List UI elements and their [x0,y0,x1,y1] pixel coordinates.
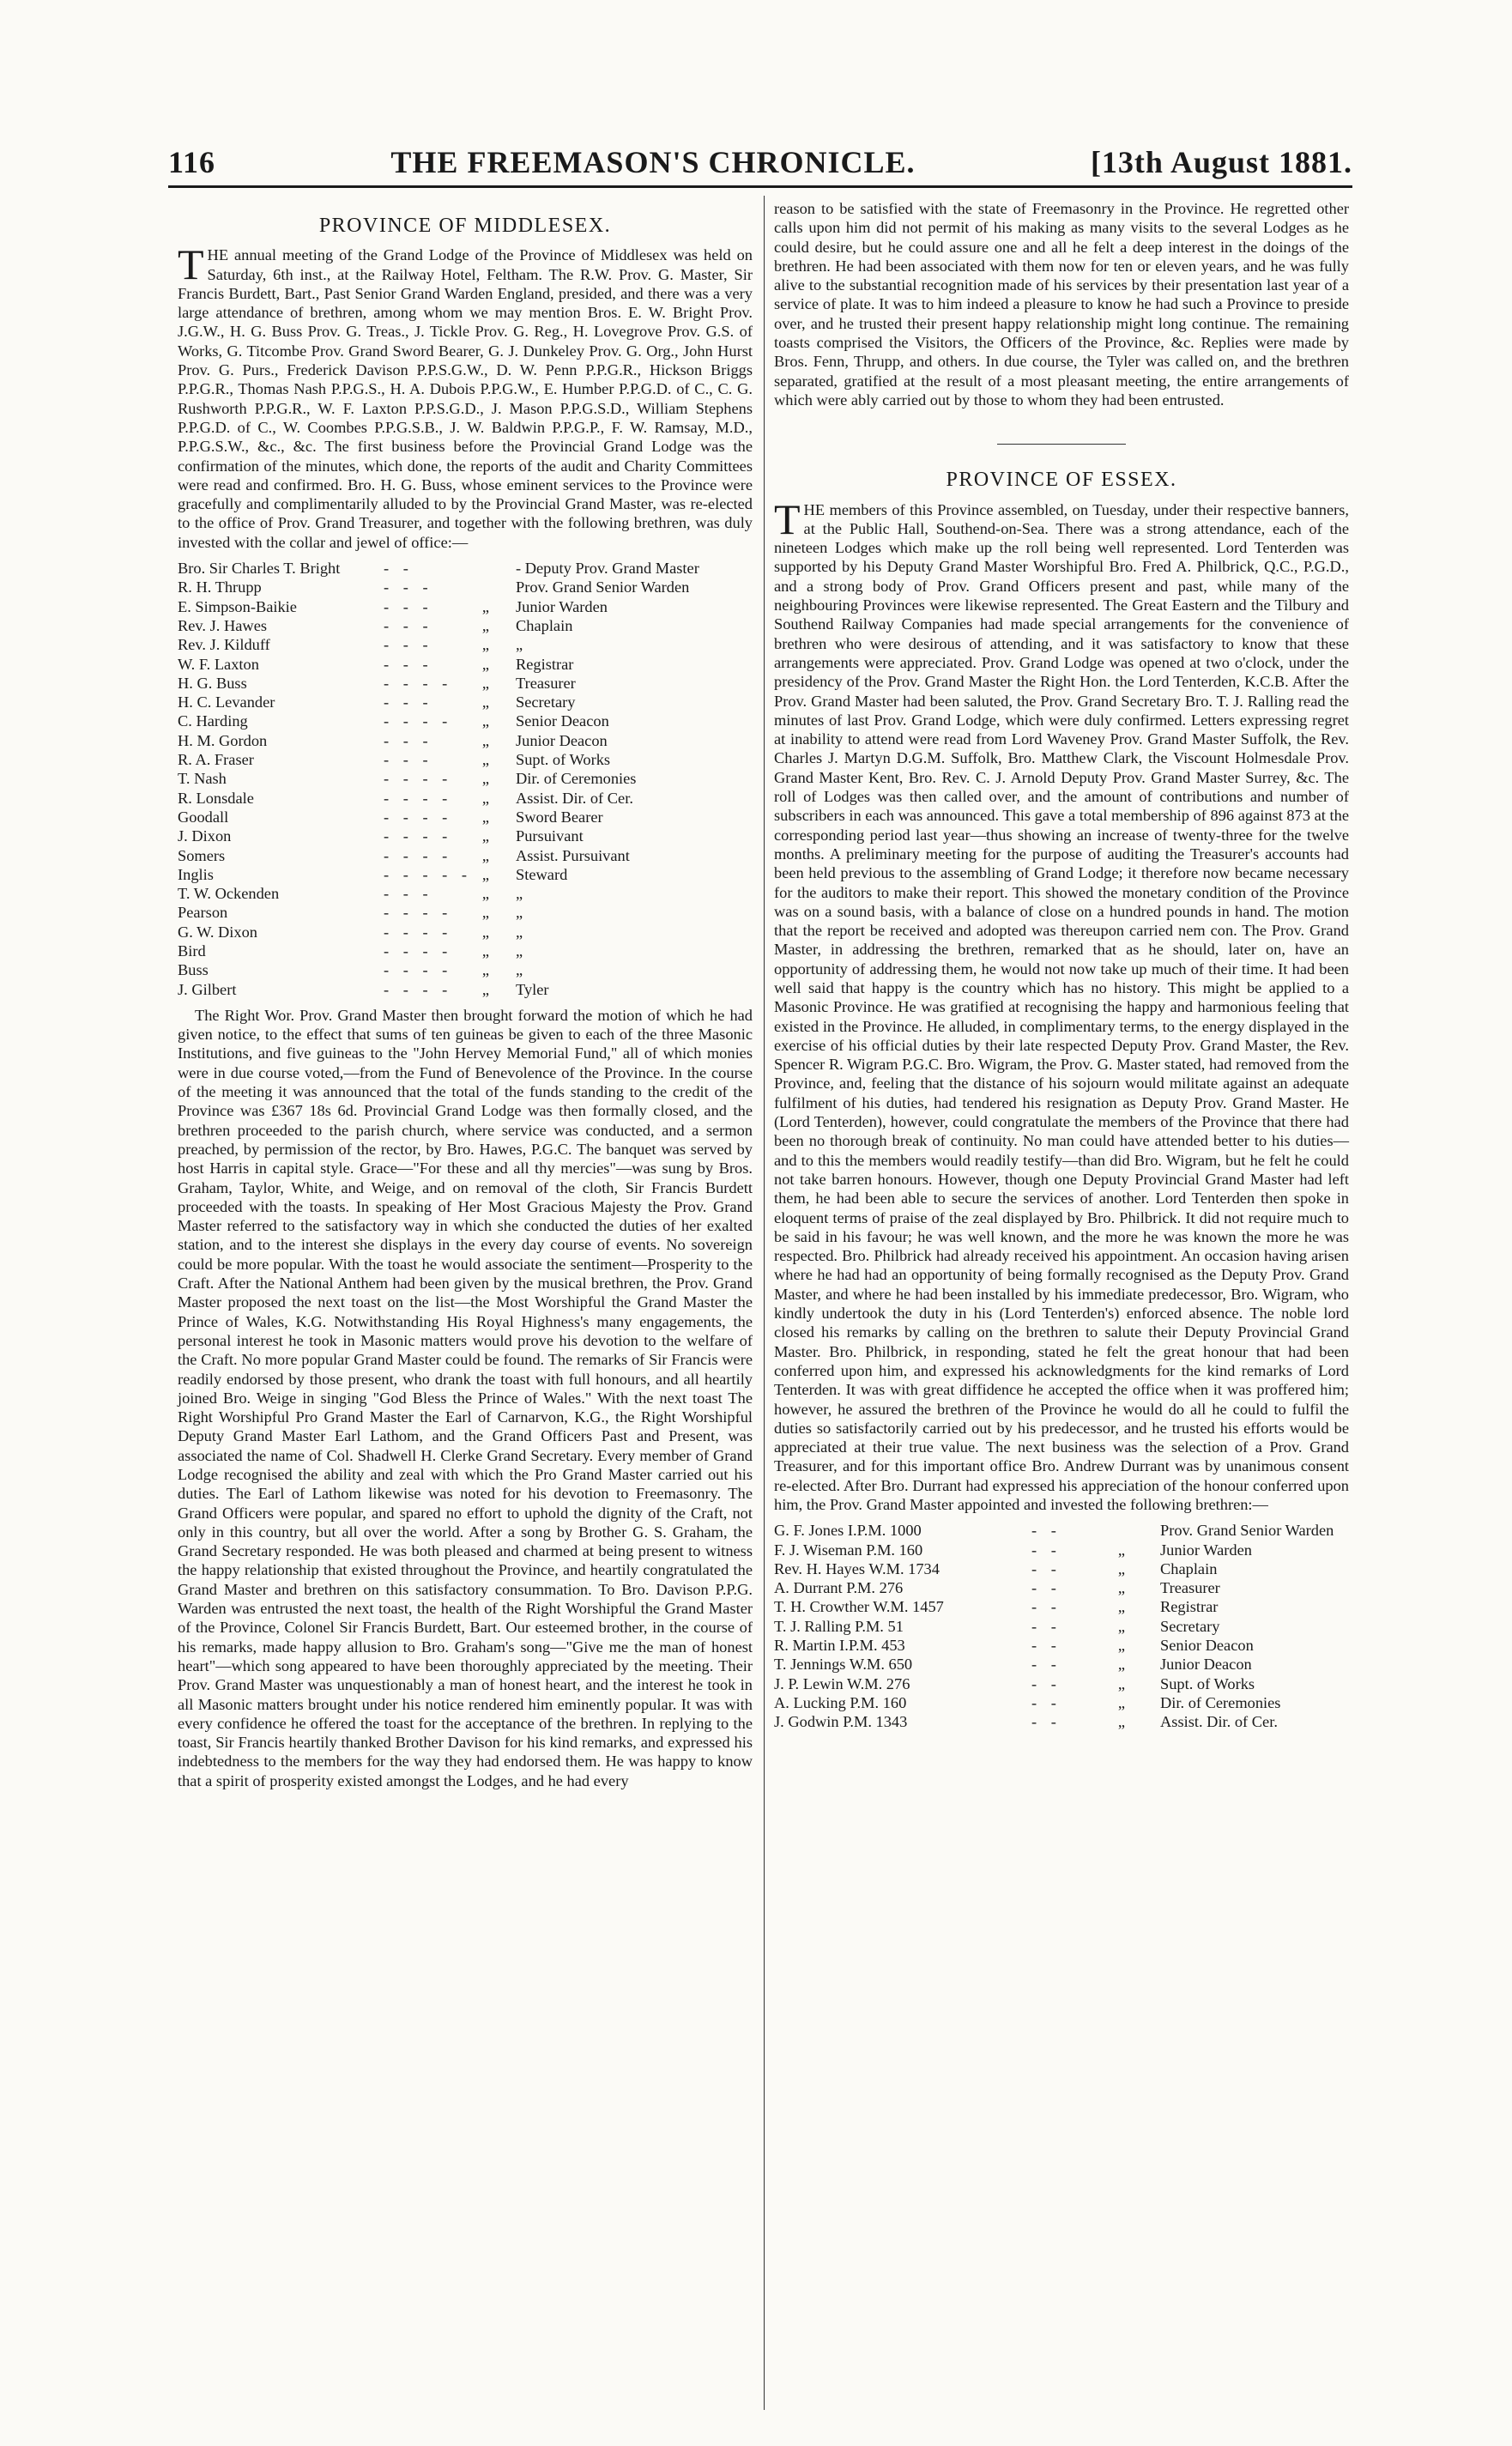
leader-dots: - - - - [384,827,453,845]
ditto-mark: „ [481,941,490,960]
officer-name: T. H. Crowther W.M. 1457 [774,1598,944,1616]
officer-office: Tyler [516,980,549,998]
leader-dots: - - - - [384,770,453,788]
leader-dots: - - - [384,578,433,596]
middlesex-officer-list [178,559,753,999]
ditto-mark: „ [1117,1713,1126,1731]
officer-name: J. Godwin P.M. 1343 [774,1713,908,1731]
officer-office: Supt. of Works [1160,1674,1255,1692]
ditto-mark: „ [481,923,490,941]
ditto-mark: „ [1117,1637,1126,1655]
leader-dots: - - [1031,1522,1061,1540]
officer-name: R. H. Thrupp [178,578,262,596]
middlesex-dropcap: T [178,240,204,289]
ditto-mark: „ [481,636,490,654]
officer-row [178,616,753,635]
leader-dots: - - - - [384,941,453,960]
officer-name: Bro. Sir Charles T. Bright [178,560,341,578]
officer-row [178,578,753,596]
officer-row [178,789,753,808]
officer-office: Prov. Grand Senior Warden [1160,1522,1334,1540]
officer-row [774,1597,1349,1616]
officer-row [774,1712,1349,1731]
ditto-mark: „ [481,597,490,615]
officer-row [178,826,753,845]
ditto-mark: „ [1117,1674,1126,1692]
ditto-mark: „ [481,674,490,692]
officer-office: Steward [516,865,568,883]
officer-office: „ [516,885,523,903]
officer-row [178,903,753,922]
right-column [774,199,1349,1739]
officer-name: J. Gilbert [178,980,237,998]
leader-dots: - - - - [384,923,453,941]
officer-office: Assist. Dir. of Cer. [516,789,633,807]
officer-name: T. J. Ralling P.M. 51 [774,1617,904,1635]
ditto-mark: „ [1117,1579,1126,1597]
essex-officer-list [774,1521,1349,1731]
officer-row [774,1541,1349,1559]
leader-dots: - - [1031,1579,1061,1597]
leader-dots: - - - [384,636,433,654]
officer-office: - Deputy Prov. Grand Master [516,560,699,578]
officer-name: Inglis [178,865,214,883]
page-number: 116 [168,145,216,179]
leader-dots: - - - [384,731,433,749]
officer-row [774,1674,1349,1693]
officer-row [178,923,753,941]
ditto-mark: „ [1117,1656,1126,1674]
leader-dots: - - [1031,1713,1061,1731]
leader-dots: - - - [384,597,433,615]
officer-name: Rev. H. Hayes W.M. 1734 [774,1559,940,1577]
officer-name: F. J. Wiseman P.M. 160 [774,1541,923,1559]
officer-name: J. P. Lewin W.M. 276 [774,1674,910,1692]
leader-dots: - - [1031,1541,1061,1559]
leader-dots: - - - - [384,846,453,864]
officer-row [178,635,753,654]
officer-office: Supt. of Works [516,751,611,769]
ditto-mark: „ [481,789,490,807]
middlesex-body: The Right Wor. Prov. Grand Master then brought forward the motion of which he had given notice, to the effect that sums of ten guineas be given to each of the three Masonic Institutions, and five guineas to the "John Hervey Memorial Fund," all of which monies were in due course voted,—from the Fund of Benevolence of the Province. In the course of the meeting it was announced that the total of the funds standing to the credit of the Province was £367 18s 6d. Provincial Grand Lodge was then formally closed, and the brethren proceeded to the parish church, where service was conducted, and a sermon preached, by permission of the rector, by Bro. Hawes, P.G.C. The banquet was served by host Harris in capital style. Grace—"For these and all thy mercies"—was sung by Bros. Graham, Taylor, White, and Weige, and on removal of the cloth, Sir Francis Burdett proceeded with the toasts. In speaking of Her Most Gracious Majesty the Prov. Grand Master referred to the satisfactory way in which she conducted the duties of her exalted station, and to the interest she displays in the every day course of events. No sovereign could be more popular. With the toast he would associate the sentiment—Prosperity to the Craft. After the National Anthem had been given by the musical brethren, the Prov. Grand Master proposed the next toast on the list—the Most Worshipful the Grand Master the Prince of Wales, K.G. Notwithstanding His Royal Highness's many engagements, the personal interest he took in Masonic matters would prove his devotion to the welfare of the Craft. No more popular Grand Master could be found. The remarks of Sir Francis were readily endorsed by those present, who drank the toast with full honours, and all heartily joined Bro. Weige in singing "God Bless the Prince of Wales." With the next toast The Right Worshipful Pro Grand Master the Earl of Carnarvon, K.G., the Right Worshipful Deputy Grand Master Earl Lathom, and the Grand Officers Past and Present, was associated the name of Col. Shadwell H. Clerke Grand Secretary. Every member of Grand Lodge recognised the ability and zeal with which the Pro Grand Master carried out his duties. The Earl of Lathom likewise was noted for his devotion to Freemasonry. The Grand Officers were popular, and spared no effort to uphold the dignity of the Craft, not only in this country, but all over the world. After a song by Brother G. S. Graham, the Grand Secretary responded. He was both pleased and charmed at being present to witness the happy relationship that existed throughout the Province, and heartily congratulated the Grand Master and brethren on this satisfactory consummation. To Bro. Davison P.P.G. Warden was entrusted the next toast, the health of the Right Worshipful the Grand Master of the Province, Colonel Sir Francis Burdett, Bart. Our esteemed brother, in the course of his remarks, made happy allusion to Bro. Graham's song—"Give me the man of honest heart"—which song appeared to have been thoroughly appreciated by the meeting. Their Prov. Grand Master was unquestionably a man of honest heart, and the interest he took in all Masonic matters brought under his notice rendered him eminently popular. It was with every confidence he offered the toast for the acceptance of the brethren. In replying to the toast, Sir Francis heartily thanked Brother Davison for his kind remarks, and expressed his indebtedness to the members for the way they had endorsed them. He was happy to know that a spirit of prosperity existed amongst the Lodges, and he had every [178,1006,753,1789]
officer-name: J. Dixon [178,827,232,845]
officer-row [774,1559,1349,1578]
officer-office: Senior Deacon [516,712,609,730]
left-column [178,199,753,1790]
ditto-mark [1083,1521,1160,1540]
officer-name: E. Simpson-Baikie [178,597,297,615]
officer-office: Treasurer [516,674,576,692]
page-header [168,129,1352,180]
officer-row [178,769,753,788]
leader-dots: - - [384,560,414,578]
officer-office: Junior Deacon [1160,1656,1252,1674]
leader-dots: - - - - [384,789,453,807]
officer-name: R. Lonsdale [178,789,254,807]
masthead-title: THE FREEMASON'S CHRONICLE. [390,145,916,179]
middlesex-intro-text: HE annual meeting of the Grand Lodge of the Province of Middlesex was held on Saturday, 6th inst., at the Railway Hotel, Feltham. The R.W. Prov. G. Master, Sir Francis Burdett, Bart., Past Senior Grand Warden England, presided, and there was a very large attendance of brethren, among whom we may mention Bros. E. W. Bright Prov. J.G.W., H. G. Buss Prov. G. Treas., J. Tickle Prov. G. Reg., H. Lovegrove Prov. G.S. of Works, G. Titcombe Prov. Grand Sword Bearer, G. J. Dunkeley Prov. G. Org., John Hurst Prov. G. Purs., Frederick Davison P.P.S.G.W., D. W. Penn P.P.G.R., Hickson Briggs P.P.G.R., Thomas Nash P.P.G.S., H. A. Dubois P.P.G.W., E. Humber P.P.G.D. of C., C. G. Rushworth P.P.G.R., W. F. Laxton P.P.S.G.D., J. Mason P.P.G.S.D., William Stephens P.P.G.D. of C., W. Coombes P.P.G.S.B., J. W. Baldwin P.P.G.P., F. W. Ramsay, M.D., P.P.G.S.W., &c., &c. The first business before the Provincial Grand Lodge was the confirmation of the minutes, which done, the reports of the audit and Charity Committees were read and confirmed. Bro. H. G. Buss, whose eminent services to the Province were gracefully and complimentarily alluded to by the Provincial Grand Master, was re-elected to the office of Prov. Grand Treasurer, and together with the following brethren, was duly invested with the collar and jewel of office:— [178,246,753,551]
leader-dots: - - [1031,1674,1061,1692]
ditto-mark: „ [481,961,490,979]
officer-office: Prov. Grand Senior Warden [516,578,690,596]
officer-office: Junior Deacon [516,731,608,749]
officer-row [774,1617,1349,1636]
officer-office: Assist. Pursuivant [516,846,630,864]
officer-name: R. Martin I.P.M. 453 [774,1637,905,1655]
officer-name: Rev. J. Kilduff [178,636,270,654]
officer-row [178,711,753,730]
issue-date: [13th August 1881. [1090,145,1352,179]
leader-dots: - - - - [384,674,453,692]
officer-office: Junior Warden [516,597,608,615]
column-divider [764,196,765,2410]
officer-office: Assist. Dir. of Cer. [1160,1713,1278,1731]
officer-office: „ [516,904,523,922]
officer-office: Registrar [516,655,574,673]
officer-row [178,808,753,826]
leader-dots: - - [1031,1617,1061,1635]
officer-name: Pearson [178,904,228,922]
leader-dots: - - - - [384,980,453,998]
ditto-mark [456,559,516,578]
officer-name: Rev. J. Hawes [178,616,268,634]
officer-office: Treasurer [1160,1579,1220,1597]
officer-name: Somers [178,846,226,864]
officer-office: Sword Bearer [516,808,603,826]
officer-row [178,674,753,693]
ditto-mark: „ [481,616,490,634]
officer-office: Chaplain [1160,1559,1218,1577]
officer-name: H. G. Buss [178,674,247,692]
officer-name: Buss [178,961,209,979]
ditto-mark: „ [1117,1617,1126,1635]
officer-row [178,750,753,769]
officer-office: „ [516,636,523,654]
essex-body-text: HE members of this Province assembled, on Tuesday, under their respective banners, at the Public Hall, Southend-on-Sea. There was a strong attendance, each of the nineteen Lodges which make up the roll being well represented. Lord Tenterden was supported by his Deputy Grand Master Worshipful Bro. Fred A. Philbrick, Q.C., P.G.D., and a strong body of Prov. Grand Officers present and past, while many of the neighbouring Provinces were likewise represented. The Great Eastern and the Tilbury and Southend Railway Companies had made special arrangements for the convenience of brethren who were desirous of attending, and it was satisfactory to know that these arrangements were appreciated. Prov. Grand Lodge was opened at two o'clock, under the presidency of the Prov. Grand Master the Right Hon. the Lord Tenterden, K.C.B. After the Prov. Grand Master had been saluted, the Prov. Grand Secretary Bro. T. J. Ralling read the minutes of last Prov. Grand Lodge, which were duly confirmed. Letters expressing regret at inability to attend were read from Lord Waveney Prov. Grand Master Suffolk, the Rev. Charles J. Martyn D.G.M. Suffolk, Bro. Matthew Clark, the Viscount Holmesdale Prov. Grand Master Kent, Bro. Rev. C. J. Arnold Deputy Prov. Grand Master Surrey, &c. The roll of Lodges was then called over, and the amount of contributions and number of subscribers in each was announced. This gave a total membership of 896 against 873 at the corresponding period last year—thus showing an increase of twenty-three for the twelve months. A preliminary meeting for the purpose of auditing the Treasurer's accounts had been held previous to the assembling of Grand Lodge; it therefore now became necessary for the auditors to make their report. This showed the monetary condition of the Province was on a sound basis, with a balance of close on a hundred pounds in hand. The motion that the report be received and adopted was thereupon carried nem con. The Prov. Grand Master, in addressing the brethren, remarked that as he should, later on, have an opportunity of addressing them, he would not now take up much of their time. It had been well said that happy is the country which has no history. This might be applied to a Masonic Province. He was gratified at recognising the happy and harmonious feeling that existed in the Province. He alluded, in complimentary terms, to the energy displayed in the exercise of his official duties by their late respected Deputy Prov. Grand Master, the Rev. Spencer R. Wigram P.G.C. Bro. Wigram, the Prov. G. Master stated, had removed from the Province, and, feeling that the distance of his sojourn would militate against an adequate fulfilment of his duties, had tendered his resignation as Deputy Prov. Grand Master. He (Lord Tenterden), however, could congratulate the members of the Province that there had been no thorough break of continuity. No man could have attended better to his duties—and to this the members would readily testify—than did Bro. Wigram, but he felt he could not take barren honours. However, though one Deputy Provincial Grand Master had left them, he had been able to secure the services of another. Lord Tenterden then spoke in eloquent terms of praise of the zeal displayed by Bro. Philbrick. It did not require much to be said in his favour; he was well known, and the more he was known the more he was respected. Bro. Philbrick had already received his appointment. An occasion having arisen where he had had an opportunity of being formally recognised as the Deputy Prov. Grand Master, and where he had been installed by his immediate predecessor, Bro. Wigram, who kindly undertook the duty in his (Lord Tenterden's) enforced absence. The noble lord closed his remarks by calling on the brethren to salute their Deputy Provincial Grand Master. Bro. Philbrick, in responding, stated he felt the great honour that had been conferred upon him, and expressed his acknowledgments for the kind remarks of Lord Tenterden. It was with great diffidence he accepted the office when it was proffered him; however, he assured the brethren of the Province he would do all he could to fulfil the duties so satisfactorily carried out by his predecessor, and he trusted his efforts would be appreciated at their true value. The next business was the selection of a Prov. Grand Treasurer, and for this important office Bro. Andrew Durrant was by unanimous consent re-elected. After Bro. Durrant had expressed his appreciation of the honour conferred upon him, the Prov. Grand Master appointed and invested the following brethren:— [774,500,1349,1513]
leader-dots: - - - [384,885,433,903]
officer-office: Chaplain [516,616,573,634]
officer-name: G. W. Dixon [178,923,257,941]
ditto-mark: „ [481,712,490,730]
leader-dots: - - [1031,1693,1061,1711]
officer-row [178,693,753,711]
ditto-mark: „ [481,731,490,749]
leader-dots: - - [1031,1656,1061,1674]
ditto-mark: „ [481,655,490,673]
officer-office: „ [516,941,523,960]
leader-dots: - - [1031,1637,1061,1655]
ditto-mark: „ [481,808,490,826]
officer-row [178,865,753,884]
leader-dots: - - - - [384,712,453,730]
officer-office: Secretary [1160,1617,1220,1635]
leader-dots: - - - [384,693,433,711]
officer-name: T. Jennings W.M. 650 [774,1656,913,1674]
officer-name: H. M. Gordon [178,731,268,749]
officer-row [178,884,753,903]
officer-row [178,597,753,616]
ditto-mark: „ [481,770,490,788]
officer-row [178,846,753,865]
officer-name: A. Lucking P.M. 160 [774,1693,907,1711]
officer-name: G. F. Jones I.P.M. 1000 [774,1522,922,1540]
officer-office: Dir. of Ceremonies [516,770,637,788]
ditto-mark: „ [481,846,490,864]
ditto-mark: „ [1117,1541,1126,1559]
leader-dots: - - [1031,1559,1061,1577]
leader-dots: - - - - [384,961,453,979]
ditto-mark: „ [481,865,490,883]
officer-row [774,1636,1349,1655]
officer-row [774,1655,1349,1674]
officer-name: Bird [178,941,206,960]
leader-dots: - - - [384,751,433,769]
officer-name: H. C. Levander [178,693,275,711]
ditto-mark: „ [1117,1693,1126,1711]
middlesex-continued: reason to be satisfied with the state of Freemasonry in the Province. He regretted other calls upon him did not permit of his making as many visits to the several Lodges as he could desire, but he could assure one and all he felt a deep interest in the doings of the brethren. He had been associated with them now for ten or eleven years, and he was fully alive to the substantial recognition made of his services by their presentation last year of a service of plate. It was to him indeed a pleasure to know he had such a Province to preside over, and he trusted their present happy relationship might long continue. The remaining toasts comprised the Visitors, the Officers of the Province, &c. Replies were made by Bros. Fenn, Thrupp, and others. In due course, the Tyler was called on, and the brethren separated, gratified at the result of a most pleasant meeting, the entire arrangements of which were ably carried out by those to whom they had been entrusted. [774,200,1349,409]
officer-row [178,980,753,999]
officer-office: Junior Warden [1160,1541,1252,1559]
ditto-mark: „ [481,827,490,845]
officer-name: R. A. Fraser [178,751,254,769]
officer-office: Dir. of Ceremonies [1160,1693,1281,1711]
officer-name: T. Nash [178,770,227,788]
officer-office: Senior Deacon [1160,1637,1254,1655]
leader-dots: - - - [384,616,433,634]
ditto-mark: „ [481,693,490,711]
officer-row [178,559,753,578]
officer-row [178,655,753,674]
leader-dots: - - - - - [384,865,473,883]
officer-name: C. Harding [178,712,248,730]
officer-name: Goodall [178,808,229,826]
officer-row [178,960,753,979]
middlesex-intro [178,240,753,552]
officer-office: „ [516,923,523,941]
officer-office: Registrar [1160,1598,1219,1616]
leader-dots: - - - - [384,904,453,922]
leader-dots: - - - [384,655,433,673]
essex-dropcap: T [774,494,801,543]
section-separator [997,444,1126,445]
officer-name: W. F. Laxton [178,655,259,673]
officer-row [774,1578,1349,1597]
essex-heading: PROVINCE OF ESSEX. [946,469,1177,492]
officer-office: „ [516,961,523,979]
middlesex-heading: PROVINCE OF MIDDLESEX. [318,215,612,237]
ditto-mark: „ [481,980,490,998]
ditto-mark: „ [481,751,490,769]
officer-row [774,1693,1349,1712]
leader-dots: - - - - [384,808,453,826]
ditto-mark: „ [481,904,490,922]
ditto-mark: „ [1117,1559,1126,1577]
officer-row [178,941,753,960]
ditto-mark [456,578,516,596]
header-rule [168,185,1352,188]
officer-office: Secretary [516,693,576,711]
officer-row [774,1521,1349,1540]
officer-name: T. W. Ockenden [178,885,280,903]
officer-name: A. Durrant P.M. 276 [774,1579,904,1597]
officer-office: Pursuivant [516,827,584,845]
ditto-mark: „ [1117,1598,1126,1616]
ditto-mark: „ [481,885,490,903]
essex-intro [774,494,1349,1515]
leader-dots: - - [1031,1598,1061,1616]
officer-row [178,731,753,750]
